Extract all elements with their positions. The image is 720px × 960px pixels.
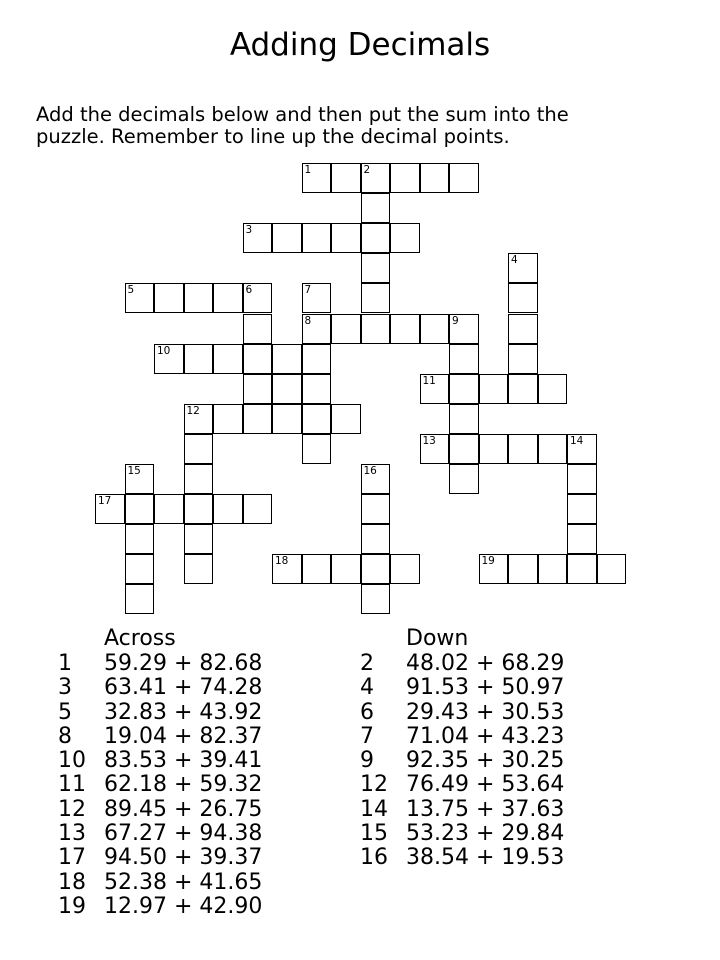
across-clue bbox=[58, 676, 338, 700]
crossword-cell[interactable] bbox=[508, 253, 538, 283]
crossword-cell[interactable] bbox=[331, 223, 361, 253]
down-clue bbox=[360, 846, 640, 870]
crossword-cell[interactable] bbox=[420, 163, 450, 193]
crossword-cell[interactable] bbox=[243, 404, 273, 434]
across-clue bbox=[58, 822, 338, 846]
crossword-cell[interactable] bbox=[331, 314, 361, 344]
crossword-cell[interactable] bbox=[125, 554, 155, 584]
crossword-cell[interactable] bbox=[361, 193, 391, 223]
crossword-cell[interactable] bbox=[272, 374, 302, 404]
crossword-cell[interactable] bbox=[184, 554, 214, 584]
clue-number: 5 bbox=[58, 699, 72, 725]
crossword-cell[interactable] bbox=[390, 163, 420, 193]
crossword-cell[interactable] bbox=[243, 314, 273, 344]
clue-expression: 63.41 + 74.28 bbox=[104, 675, 263, 701]
clue-number: 10 bbox=[58, 748, 86, 774]
crossword-cell[interactable] bbox=[449, 404, 479, 434]
crossword-cell[interactable] bbox=[95, 494, 125, 524]
crossword-cell[interactable] bbox=[479, 374, 509, 404]
down-clue bbox=[360, 701, 640, 725]
down-clue bbox=[360, 749, 640, 773]
clue-number: 18 bbox=[58, 869, 86, 895]
crossword-cell[interactable] bbox=[361, 524, 391, 554]
crossword-cell[interactable] bbox=[302, 283, 332, 313]
clue-expression: 13.75 + 37.63 bbox=[406, 796, 565, 822]
crossword-cell[interactable] bbox=[125, 524, 155, 554]
cell-number: 5 bbox=[127, 284, 135, 297]
clue-expression: 83.53 + 39.41 bbox=[104, 748, 263, 774]
crossword-cell[interactable] bbox=[479, 554, 509, 584]
across-clue bbox=[58, 749, 338, 773]
clue-expression: 48.02 + 68.29 bbox=[406, 651, 565, 676]
cell-number: 2 bbox=[363, 164, 371, 176]
crossword-cell[interactable] bbox=[243, 494, 273, 524]
crossword-cell[interactable] bbox=[361, 464, 391, 494]
crossword-cell[interactable] bbox=[508, 314, 538, 344]
crossword-cell[interactable] bbox=[302, 434, 332, 464]
clue-number: 13 bbox=[58, 821, 86, 847]
clue-number: 17 bbox=[58, 845, 86, 871]
across-clue bbox=[58, 652, 338, 676]
down-clue bbox=[360, 652, 640, 676]
crossword-cell[interactable] bbox=[449, 464, 479, 494]
crossword-cell[interactable] bbox=[567, 464, 597, 494]
crossword-cell[interactable] bbox=[538, 374, 568, 404]
crossword-cell[interactable] bbox=[361, 314, 391, 344]
clue-expression: 52.38 + 41.65 bbox=[104, 869, 263, 895]
crossword-cell[interactable] bbox=[390, 554, 420, 584]
clue-expression: 19.04 + 82.37 bbox=[104, 723, 263, 749]
crossword-cell[interactable] bbox=[125, 584, 155, 614]
crossword-cell[interactable] bbox=[154, 344, 184, 374]
cell-number: 19 bbox=[481, 555, 495, 568]
clue-expression: 89.45 + 26.75 bbox=[104, 796, 263, 822]
cell-number: 11 bbox=[422, 374, 436, 387]
crossword-cell[interactable] bbox=[361, 584, 391, 614]
crossword-cell[interactable] bbox=[154, 283, 184, 313]
cell-number: 9 bbox=[452, 314, 459, 327]
crossword-cell[interactable] bbox=[302, 374, 332, 404]
cell-number: 15 bbox=[127, 465, 141, 477]
crossword-cell[interactable] bbox=[243, 223, 273, 253]
across-heading: Across bbox=[104, 626, 176, 651]
crossword-cell[interactable] bbox=[420, 314, 450, 344]
crossword-cell[interactable] bbox=[184, 404, 214, 434]
crossword-cell[interactable] bbox=[538, 554, 568, 584]
down-clue bbox=[360, 798, 640, 822]
crossword-cell[interactable] bbox=[125, 464, 155, 494]
crossword-cell[interactable] bbox=[331, 404, 361, 434]
crossword-cell[interactable] bbox=[361, 283, 391, 313]
clue-number: 16 bbox=[360, 845, 388, 871]
clue-expression: 91.53 + 50.97 bbox=[406, 675, 565, 701]
clue-expression: 29.43 + 30.53 bbox=[406, 699, 565, 725]
crossword-cell[interactable] bbox=[420, 374, 450, 404]
crossword-cell[interactable] bbox=[213, 344, 243, 374]
crossword-cell[interactable] bbox=[361, 163, 391, 193]
instructions: Add the decimals below and then put the sum into the puzzle. Remember to line up the decimal points. bbox=[36, 103, 569, 148]
crossword-cell[interactable] bbox=[597, 554, 627, 584]
crossword-cell[interactable] bbox=[361, 253, 391, 283]
crossword-cell[interactable] bbox=[331, 163, 361, 193]
crossword-cell[interactable] bbox=[449, 374, 479, 404]
cell-number: 8 bbox=[304, 314, 312, 327]
crossword-cell[interactable] bbox=[272, 344, 302, 374]
crossword-cell[interactable] bbox=[390, 223, 420, 253]
clue-expression: 32.83 + 43.92 bbox=[104, 699, 263, 725]
clue-expression: 12.97 + 42.90 bbox=[104, 893, 263, 919]
cell-number: 18 bbox=[275, 555, 289, 568]
crossword-cell[interactable] bbox=[390, 314, 420, 344]
crossword-cell[interactable] bbox=[184, 434, 214, 464]
crossword-cell[interactable] bbox=[243, 283, 273, 313]
crossword-cell[interactable] bbox=[361, 494, 391, 524]
crossword-cell[interactable] bbox=[243, 374, 273, 404]
across-clue bbox=[58, 895, 338, 919]
clue-number: 11 bbox=[58, 772, 86, 798]
crossword-cell[interactable] bbox=[184, 524, 214, 554]
crossword-cell[interactable] bbox=[508, 434, 538, 464]
cell-number: 6 bbox=[245, 284, 253, 297]
crossword-cell[interactable] bbox=[508, 344, 538, 374]
crossword-cell[interactable] bbox=[272, 554, 302, 584]
clue-expression: 62.18 + 59.32 bbox=[104, 772, 263, 798]
crossword-cell[interactable] bbox=[272, 223, 302, 253]
crossword-cell[interactable] bbox=[272, 404, 302, 434]
crossword-cell[interactable] bbox=[449, 163, 479, 193]
crossword-cell[interactable] bbox=[154, 494, 184, 524]
crossword-cell[interactable] bbox=[302, 404, 332, 434]
clue-expression: 71.04 + 43.23 bbox=[406, 723, 565, 749]
clue-number: 9 bbox=[360, 748, 374, 774]
crossword-cell[interactable] bbox=[302, 344, 332, 374]
cell-number: 4 bbox=[511, 254, 518, 267]
clue-expression: 94.50 + 39.37 bbox=[104, 845, 263, 871]
clue-expression: 38.54 + 19.53 bbox=[406, 845, 565, 871]
crossword-cell[interactable] bbox=[184, 344, 214, 374]
crossword-cell[interactable] bbox=[420, 434, 450, 464]
crossword-cell[interactable] bbox=[331, 554, 361, 584]
crossword-cell[interactable] bbox=[567, 554, 597, 584]
cell-number: 1 bbox=[304, 164, 312, 176]
clue-number: 4 bbox=[360, 675, 374, 701]
clue-number: 2 bbox=[360, 651, 374, 676]
down-clue bbox=[360, 725, 640, 749]
crossword-cell[interactable] bbox=[302, 163, 332, 193]
clue-number: 12 bbox=[360, 772, 388, 798]
down-clue bbox=[360, 676, 640, 700]
crossword-cell[interactable] bbox=[538, 434, 568, 464]
cell-number: 16 bbox=[363, 465, 377, 477]
crossword-cell[interactable] bbox=[449, 434, 479, 464]
crossword-cell[interactable] bbox=[125, 494, 155, 524]
crossword-cell[interactable] bbox=[184, 494, 214, 524]
cell-number: 17 bbox=[98, 495, 112, 508]
crossword-cell[interactable] bbox=[184, 464, 214, 494]
crossword-cell[interactable] bbox=[302, 554, 332, 584]
clue-number: 6 bbox=[360, 699, 374, 725]
crossword-cell[interactable] bbox=[449, 314, 479, 344]
clue-number: 7 bbox=[360, 723, 374, 749]
across-clue bbox=[58, 773, 338, 797]
cell-number: 3 bbox=[245, 224, 253, 237]
down-clue bbox=[360, 773, 640, 797]
clue-expression: 53.23 + 29.84 bbox=[406, 821, 565, 847]
across-clue bbox=[58, 725, 338, 749]
crossword-cell[interactable] bbox=[361, 223, 391, 253]
crossword-cell[interactable] bbox=[449, 344, 479, 374]
crossword-cell[interactable] bbox=[184, 283, 214, 313]
crossword-cell[interactable] bbox=[243, 344, 273, 374]
crossword-cell[interactable] bbox=[302, 314, 332, 344]
crossword-cell[interactable] bbox=[479, 434, 509, 464]
down-clue-list bbox=[360, 652, 640, 871]
cell-number: 14 bbox=[570, 434, 584, 447]
crossword-cell[interactable] bbox=[567, 494, 597, 524]
clue-number: 1 bbox=[58, 651, 72, 676]
clue-number: 19 bbox=[58, 893, 86, 919]
clue-expression: 76.49 + 53.64 bbox=[406, 772, 565, 798]
down-heading: Down bbox=[406, 626, 469, 651]
clue-expression: 92.35 + 30.25 bbox=[406, 748, 565, 774]
clue-number: 15 bbox=[360, 821, 388, 847]
across-clue bbox=[58, 871, 338, 895]
clue-number: 12 bbox=[58, 796, 86, 822]
across-clue bbox=[58, 798, 338, 822]
across-clue-list bbox=[58, 652, 338, 919]
crossword-cell[interactable] bbox=[125, 283, 155, 313]
clue-expression: 67.27 + 94.38 bbox=[104, 821, 263, 847]
crossword-cell[interactable] bbox=[302, 223, 332, 253]
crossword-cell[interactable] bbox=[567, 434, 597, 464]
cell-number: 7 bbox=[304, 284, 312, 297]
crossword-cell[interactable] bbox=[213, 283, 243, 313]
across-clue bbox=[58, 846, 338, 870]
cell-number: 10 bbox=[157, 344, 171, 357]
cell-number: 12 bbox=[186, 404, 200, 417]
page-title: Adding Decimals bbox=[229, 27, 491, 63]
cell-number: 13 bbox=[422, 434, 436, 447]
crossword-cell[interactable] bbox=[508, 554, 538, 584]
crossword-cell[interactable] bbox=[213, 404, 243, 434]
clue-number: 3 bbox=[58, 675, 72, 701]
clue-number: 8 bbox=[58, 723, 72, 749]
crossword-cell[interactable] bbox=[508, 283, 538, 313]
crossword-cell[interactable] bbox=[508, 374, 538, 404]
across-clue bbox=[58, 701, 338, 725]
crossword-cell[interactable] bbox=[361, 554, 391, 584]
clue-expression: 59.29 + 82.68 bbox=[104, 651, 263, 676]
crossword-cell[interactable] bbox=[567, 524, 597, 554]
crossword-cell[interactable] bbox=[213, 494, 243, 524]
down-clue bbox=[360, 822, 640, 846]
clue-number: 14 bbox=[360, 796, 388, 822]
